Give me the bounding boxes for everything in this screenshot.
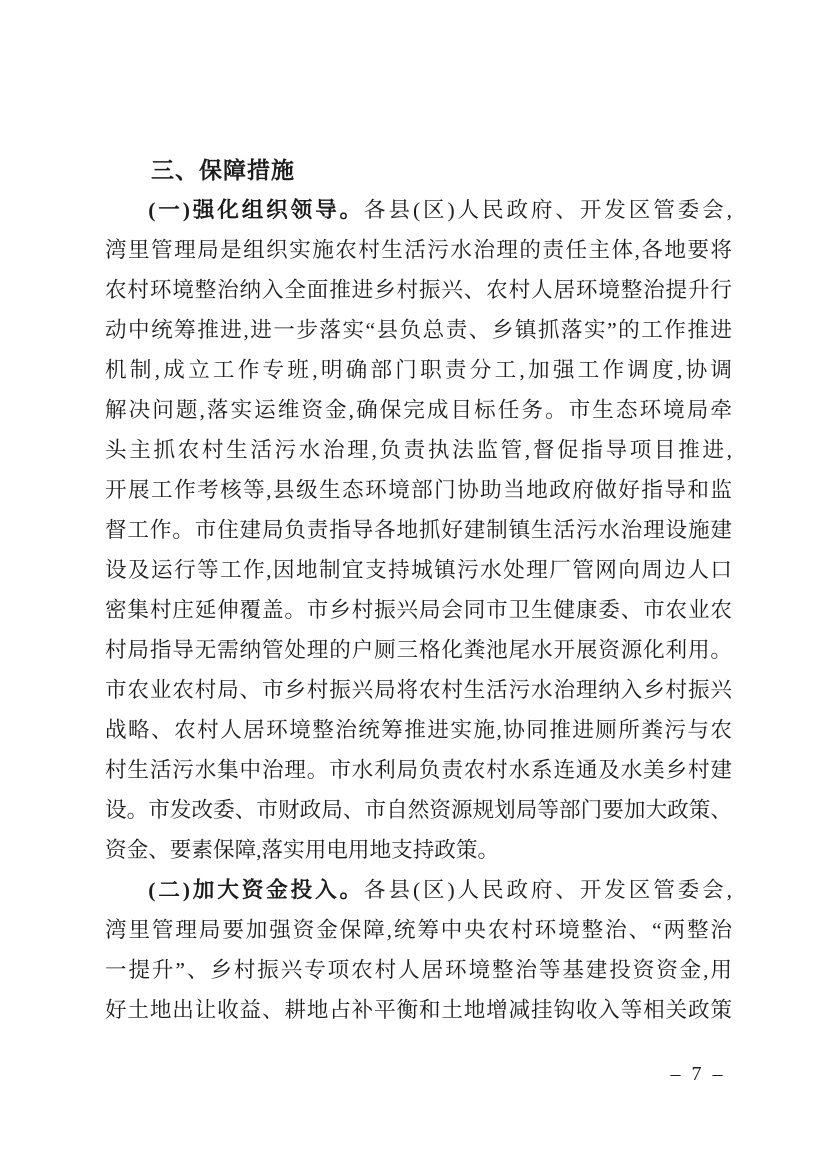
text-line: 密集村庄延伸覆盖。市乡村振兴局会同市卫生健康委、市农业农 (105, 598, 732, 622)
text-line: 设及运行等工作,因地制宜支持城镇污水处理厂管网向周边人口 (105, 558, 732, 582)
section-heading (105, 150, 732, 190)
section-heading-text: 三、保障措施 (151, 157, 295, 183)
text-line: 设。市发改委、市财政局、市自然资源规划局等部门要加大政策、 (105, 798, 732, 822)
paragraph-1-first-line (105, 190, 732, 230)
text-line: 各县(区)人民政府、开发区管委会, (364, 198, 733, 222)
paragraph-1-lead: (一)强化组织领导。 (148, 198, 365, 222)
page-number: – 7 – (670, 1063, 726, 1085)
text-line: 村生活污水集中治理。市水利局负责农村水系连通及水美乡村建 (105, 758, 732, 782)
paragraph-2-first-line (105, 870, 732, 910)
paragraph-2-lead: (二)加大资金投入。 (148, 878, 365, 902)
text-line: 农村环境整治纳入全面推进乡村振兴、农村人居环境整治提升行 (105, 278, 732, 302)
text-line: 机制,成立工作专班,明确部门职责分工,加强工作调度,协调 (105, 358, 732, 382)
text-line: 好土地出让收益、耕地占补平衡和土地增减挂钩收入等相关政策 (105, 998, 732, 1022)
text-line: 开展工作考核等,县级生态环境部门协助当地政府做好指导和监 (105, 478, 732, 502)
text-line: 一提升”、乡村振兴专项农村人居环境整治等基建投资资金,用 (105, 958, 732, 982)
text-line: 战略、农村人居环境整治统筹推进实施,协同推进厕所粪污与农 (105, 718, 732, 742)
text-line: 村局指导无需纳管处理的户厕三格化粪池尾水开展资源化利用。 (105, 638, 732, 662)
text-line: 资金、要素保障,落实用电用地支持政策。 (105, 838, 500, 862)
document-body (105, 150, 732, 1030)
text-line: 动中统筹推进,进一步落实“县负总责、乡镇抓落实”的工作推进 (105, 318, 732, 342)
text-line: 督工作。市住建局负责指导各地抓好建制镇生活污水治理设施建 (105, 518, 732, 542)
text-line: 湾里管理局是组织实施农村生活污水治理的责任主体,各地要将 (105, 238, 732, 262)
text-line: 头主抓农村生活污水治理,负责执法监管,督促指导项目推进, (105, 438, 732, 462)
text-line: 各县(区)人民政府、开发区管委会, (364, 878, 733, 902)
text-line: 市农业农村局、市乡村振兴局将农村生活污水治理纳入乡村振兴 (105, 678, 732, 702)
text-line: 湾里管理局要加强资金保障,统筹中央农村环境整治、“两整治 (105, 918, 732, 942)
text-line: 解决问题,落实运维资金,确保完成目标任务。市生态环境局牵 (105, 398, 732, 422)
